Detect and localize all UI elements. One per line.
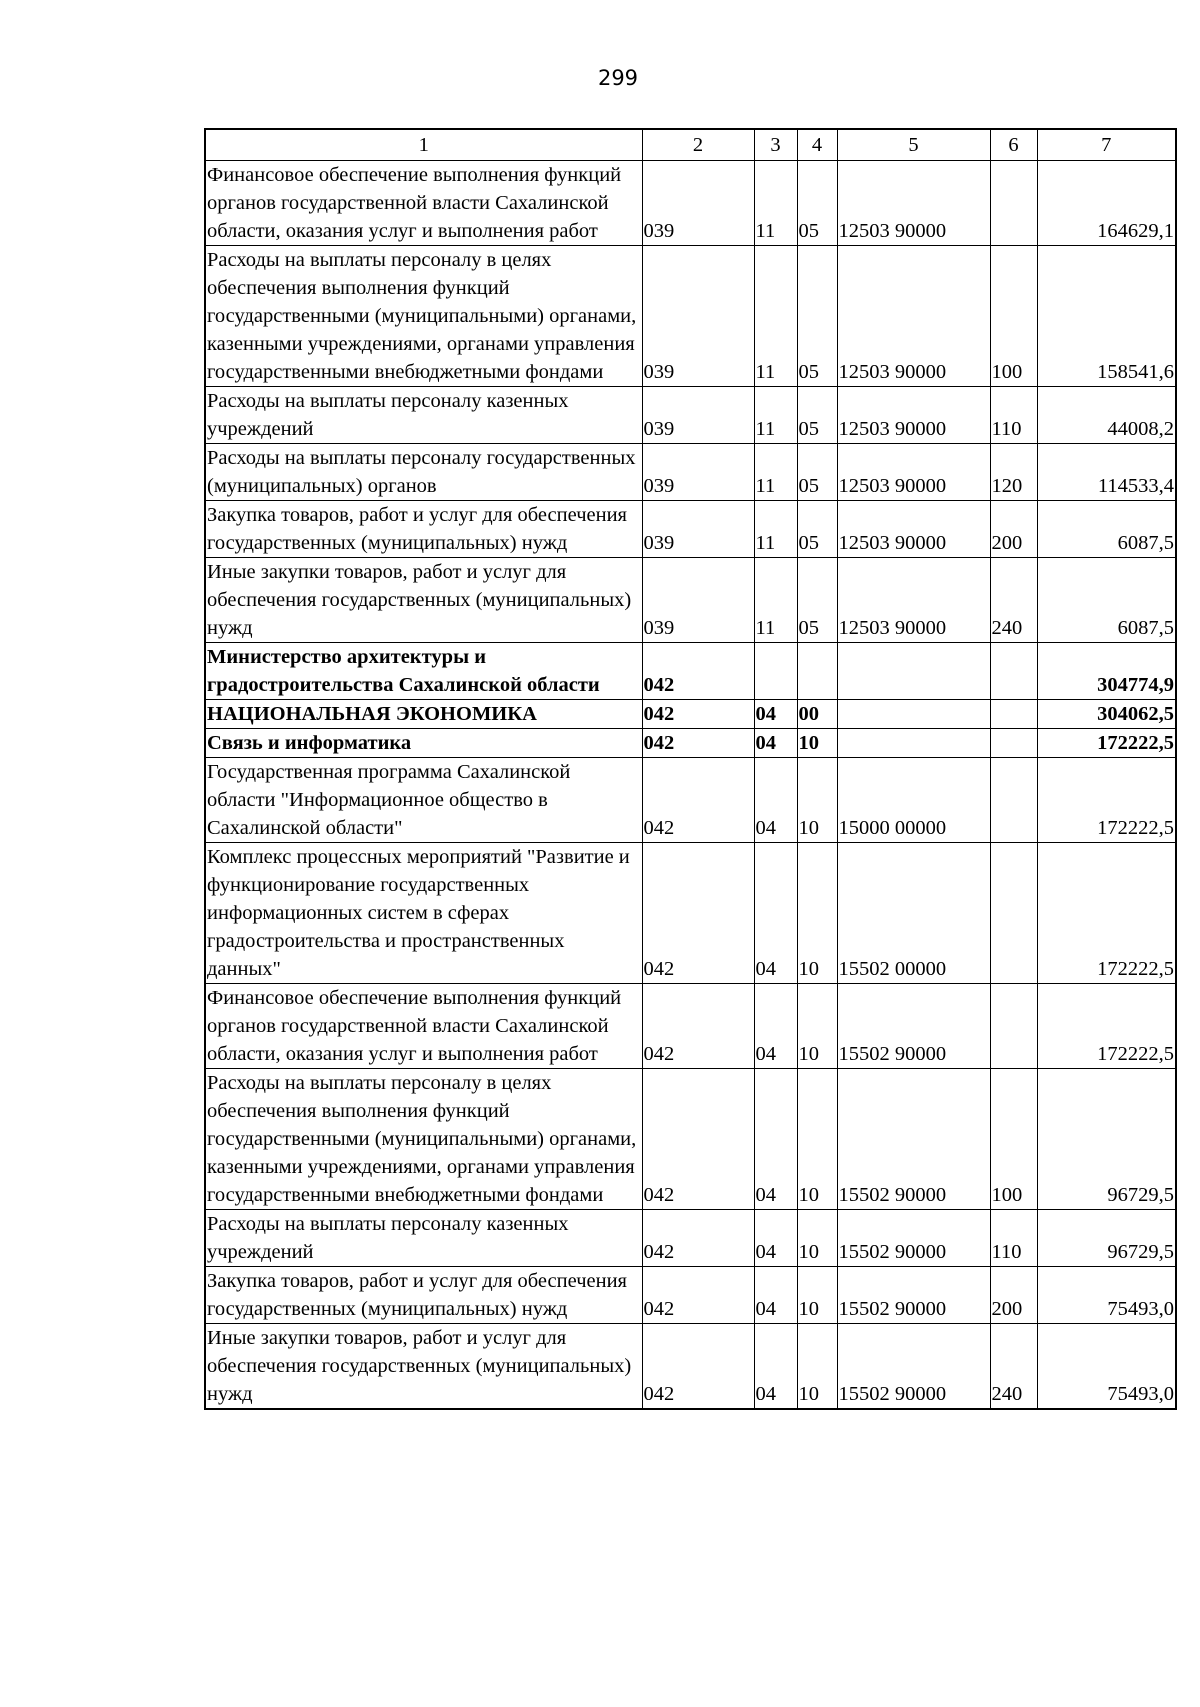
amount: 172222,5	[1037, 729, 1176, 758]
department-code: 039	[642, 246, 754, 387]
subsection-code: 10	[797, 729, 837, 758]
table-row	[205, 1267, 1176, 1324]
section-code: 11	[754, 444, 797, 501]
table-row	[205, 700, 1176, 729]
header-col-4: 4	[797, 129, 837, 161]
subsection-code: 00	[797, 700, 837, 729]
expense-type-code: 200	[990, 1267, 1037, 1324]
target-article-code	[837, 729, 990, 758]
target-article-code: 15502 90000	[837, 1267, 990, 1324]
item-name: Расходы на выплаты персоналу казенных учреждений	[205, 387, 642, 444]
amount: 158541,6	[1037, 246, 1176, 387]
table-row	[205, 729, 1176, 758]
amount: 75493,0	[1037, 1267, 1176, 1324]
amount: 75493,0	[1037, 1324, 1176, 1410]
target-article-code: 15000 00000	[837, 758, 990, 843]
section-code: 04	[754, 700, 797, 729]
department-code: 042	[642, 1210, 754, 1267]
department-code: 042	[642, 729, 754, 758]
target-article-code: 12503 90000	[837, 387, 990, 444]
target-article-code: 12503 90000	[837, 558, 990, 643]
item-name: Закупка товаров, работ и услуг для обеспечения государственных (муниципальных) нужд	[205, 501, 642, 558]
section-code: 04	[754, 843, 797, 984]
table-row	[205, 1069, 1176, 1210]
section-code: 11	[754, 387, 797, 444]
amount: 114533,4	[1037, 444, 1176, 501]
expense-type-code	[990, 161, 1037, 246]
expense-type-code: 240	[990, 1324, 1037, 1410]
table-row	[205, 984, 1176, 1069]
item-name: Финансовое обеспечение выполнения функций органов государственной власти Сахалинской области, оказания услуг и выполнения работ	[205, 984, 642, 1069]
table-row	[205, 758, 1176, 843]
item-name: Комплекс процессных мероприятий "Развитие и функционирование государственных информационных систем в сферах градостроительства и пространственных данных"	[205, 843, 642, 984]
subsection-code: 10	[797, 758, 837, 843]
amount: 172222,5	[1037, 984, 1176, 1069]
subsection-code: 05	[797, 444, 837, 501]
subsection-code: 05	[797, 246, 837, 387]
expense-type-code	[990, 643, 1037, 700]
department-code: 039	[642, 161, 754, 246]
department-code: 039	[642, 444, 754, 501]
department-code: 042	[642, 643, 754, 700]
department-code: 039	[642, 501, 754, 558]
header-col-6: 6	[990, 129, 1037, 161]
section-code: 04	[754, 984, 797, 1069]
table-row	[205, 843, 1176, 984]
table-header-row	[205, 129, 1176, 161]
subsection-code: 05	[797, 501, 837, 558]
header-col-1: 1	[205, 129, 642, 161]
section-code: 04	[754, 758, 797, 843]
section-code: 11	[754, 246, 797, 387]
section-code: 04	[754, 1210, 797, 1267]
table-body	[205, 161, 1176, 1410]
table-row	[205, 444, 1176, 501]
expense-type-code: 100	[990, 246, 1037, 387]
section-code: 04	[754, 1267, 797, 1324]
department-code: 042	[642, 843, 754, 984]
section-code: 04	[754, 729, 797, 758]
expense-type-code	[990, 729, 1037, 758]
header-col-7: 7	[1037, 129, 1176, 161]
target-article-code: 12503 90000	[837, 161, 990, 246]
amount: 304774,9	[1037, 643, 1176, 700]
item-name: Расходы на выплаты персоналу государственных (муниципальных) органов	[205, 444, 642, 501]
target-article-code: 12503 90000	[837, 246, 990, 387]
table-row	[205, 558, 1176, 643]
amount: 172222,5	[1037, 758, 1176, 843]
subsection-code: 10	[797, 984, 837, 1069]
department-code: 039	[642, 558, 754, 643]
expense-type-code: 110	[990, 387, 1037, 444]
section-code: 11	[754, 501, 797, 558]
subsection-code: 10	[797, 843, 837, 984]
department-code: 042	[642, 1267, 754, 1324]
item-name: Закупка товаров, работ и услуг для обеспечения государственных (муниципальных) нужд	[205, 1267, 642, 1324]
subsection-code: 05	[797, 387, 837, 444]
expense-type-code	[990, 758, 1037, 843]
budget-table	[204, 128, 1177, 1410]
item-name: Расходы на выплаты персоналу казенных учреждений	[205, 1210, 642, 1267]
item-name: Расходы на выплаты персоналу в целях обеспечения выполнения функций государственными (муниципальными) органами, казенными учреждениями, органами управления государственными внебюджетными фондами	[205, 1069, 642, 1210]
target-article-code	[837, 643, 990, 700]
amount: 164629,1	[1037, 161, 1176, 246]
amount: 44008,2	[1037, 387, 1176, 444]
table-row	[205, 643, 1176, 700]
expense-type-code	[990, 843, 1037, 984]
target-article-code: 12503 90000	[837, 501, 990, 558]
section-code: 11	[754, 558, 797, 643]
table-row	[205, 387, 1176, 444]
amount: 96729,5	[1037, 1210, 1176, 1267]
item-name: Государственная программа Сахалинской области "Информационное общество в Сахалинской области"	[205, 758, 642, 843]
subsection-code: 10	[797, 1324, 837, 1410]
target-article-code: 12503 90000	[837, 444, 990, 501]
subsection-code: 05	[797, 161, 837, 246]
amount: 172222,5	[1037, 843, 1176, 984]
header-col-2: 2	[642, 129, 754, 161]
expense-type-code: 240	[990, 558, 1037, 643]
item-name: Министерство архитектуры и градостроительства Сахалинской области	[205, 643, 642, 700]
target-article-code	[837, 700, 990, 729]
department-code: 042	[642, 984, 754, 1069]
subsection-code: 10	[797, 1210, 837, 1267]
item-name: Иные закупки товаров, работ и услуг для обеспечения государственных (муниципальных) нужд	[205, 1324, 642, 1410]
page-number: 299	[597, 66, 639, 90]
table-row	[205, 246, 1176, 387]
expense-type-code: 110	[990, 1210, 1037, 1267]
section-code: 04	[754, 1324, 797, 1410]
item-name: НАЦИОНАЛЬНАЯ ЭКОНОМИКА	[205, 700, 642, 729]
subsection-code	[797, 643, 837, 700]
item-name: Расходы на выплаты персоналу в целях обеспечения выполнения функций государственными (муниципальными) органами, казенными учреждениями, органами управления государственными внебюджетными фондами	[205, 246, 642, 387]
item-name: Финансовое обеспечение выполнения функций органов государственной власти Сахалинской области, оказания услуг и выполнения работ	[205, 161, 642, 246]
subsection-code: 10	[797, 1069, 837, 1210]
expense-type-code: 200	[990, 501, 1037, 558]
section-code: 11	[754, 161, 797, 246]
expense-type-code: 120	[990, 444, 1037, 501]
subsection-code: 05	[797, 558, 837, 643]
department-code: 039	[642, 387, 754, 444]
expense-type-code: 100	[990, 1069, 1037, 1210]
department-code: 042	[642, 758, 754, 843]
subsection-code: 10	[797, 1267, 837, 1324]
department-code: 042	[642, 1069, 754, 1210]
header-col-3: 3	[754, 129, 797, 161]
amount: 6087,5	[1037, 501, 1176, 558]
amount: 96729,5	[1037, 1069, 1176, 1210]
table-row	[205, 501, 1176, 558]
item-name: Связь и информатика	[205, 729, 642, 758]
amount: 304062,5	[1037, 700, 1176, 729]
section-code: 04	[754, 1069, 797, 1210]
header-col-5: 5	[837, 129, 990, 161]
section-code	[754, 643, 797, 700]
target-article-code: 15502 90000	[837, 1324, 990, 1410]
target-article-code: 15502 00000	[837, 843, 990, 984]
table-row	[205, 1210, 1176, 1267]
target-article-code: 15502 90000	[837, 1069, 990, 1210]
target-article-code: 15502 90000	[837, 984, 990, 1069]
expense-type-code	[990, 984, 1037, 1069]
item-name: Иные закупки товаров, работ и услуг для обеспечения государственных (муниципальных) нужд	[205, 558, 642, 643]
amount: 6087,5	[1037, 558, 1176, 643]
expense-type-code	[990, 700, 1037, 729]
table-row	[205, 1324, 1176, 1410]
department-code: 042	[642, 1324, 754, 1410]
table-row	[205, 161, 1176, 246]
department-code: 042	[642, 700, 754, 729]
target-article-code: 15502 90000	[837, 1210, 990, 1267]
